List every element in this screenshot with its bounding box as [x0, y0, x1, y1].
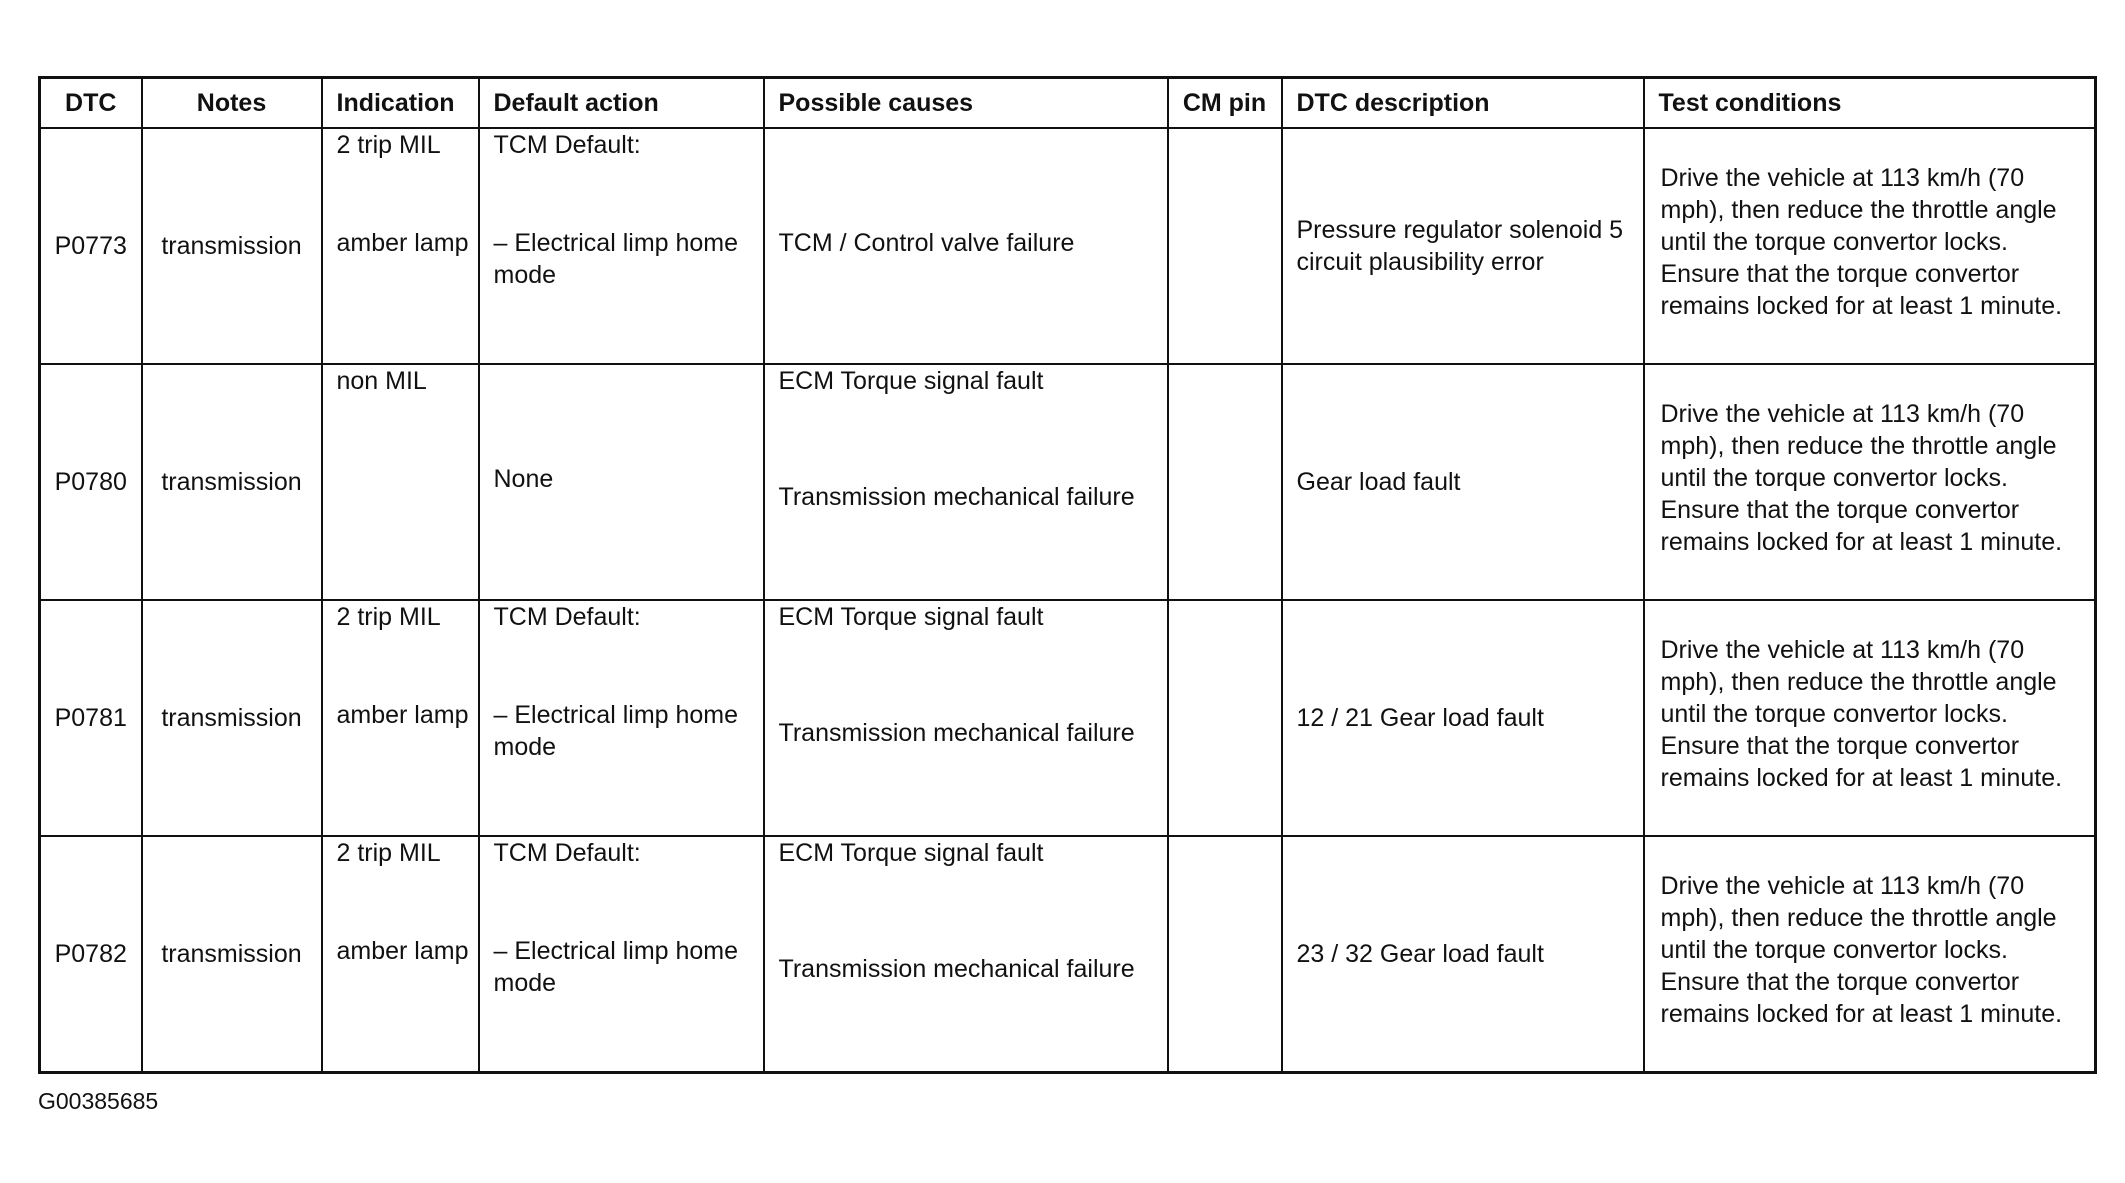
default-action-secondary: – Electrical limp home mode [493, 229, 739, 289]
cell-default-action [479, 600, 764, 836]
cell-dtc [40, 128, 142, 364]
header-indication: Indication [322, 78, 479, 129]
default-action-primary: TCM Default: [493, 839, 641, 867]
cell-possible-causes [764, 600, 1168, 836]
notes-text: transmission [161, 232, 302, 260]
dtc-code: P0780 [54, 468, 127, 496]
cell-notes [142, 836, 322, 1073]
test-conditions-text: Drive the vehicle at 113 km/h (70 mph), then reduce the throttle angle until the torque convertor locks. Ensure that the torque convertor remains locked for at least 1 minute. [1660, 872, 2063, 1028]
notes-text: transmission [161, 940, 302, 968]
header-dtc-description: DTC description [1282, 78, 1644, 129]
notes-text: transmission [161, 704, 302, 732]
cell-cm-pin [1168, 836, 1282, 1073]
cell-possible-causes [764, 128, 1168, 364]
table-row [40, 600, 2096, 836]
cell-indication [322, 128, 479, 364]
cause-secondary: Transmission mechanical failure [778, 955, 1135, 983]
cell-default-action [479, 836, 764, 1073]
cell-cm-pin [1168, 364, 1282, 600]
dtc-code: P0782 [54, 940, 127, 968]
dtc-description-text: 23 / 32 Gear load fault [1296, 940, 1544, 968]
default-action-primary: TCM Default: [493, 603, 641, 631]
cause-primary: ECM Torque signal fault [778, 603, 1044, 631]
cell-dtc-description [1282, 364, 1644, 600]
header-cm-pin: CM pin [1168, 78, 1282, 129]
table-row [40, 836, 2096, 1073]
cell-possible-causes [764, 836, 1168, 1073]
dtc-description-text: Gear load fault [1296, 468, 1461, 496]
default-action-primary: TCM Default: [493, 131, 641, 159]
indication-primary: 2 trip MIL [336, 131, 441, 159]
indication-primary: non MIL [336, 367, 427, 395]
cell-test-conditions [1644, 364, 2096, 600]
dtc-description-text: 12 / 21 Gear load fault [1296, 704, 1544, 732]
table-row [40, 128, 2096, 364]
default-action-secondary: – Electrical limp home mode [493, 701, 739, 761]
cell-test-conditions [1644, 836, 2096, 1073]
dtc-description-text: Pressure regulator solenoid 5 circuit plausibility error [1296, 216, 1624, 276]
cell-default-action [479, 128, 764, 364]
indication-secondary: amber lamp [336, 229, 469, 257]
cell-test-conditions [1644, 600, 2096, 836]
cell-dtc-description [1282, 836, 1644, 1073]
indication-secondary: amber lamp [336, 937, 469, 965]
test-conditions-text: Drive the vehicle at 113 km/h (70 mph), then reduce the throttle angle until the torque convertor locks. Ensure that the torque convertor remains locked for at least 1 minute. [1660, 400, 2063, 556]
figure-id-label: G00385685 [38, 1088, 159, 1114]
default-action-secondary: – Electrical limp home mode [493, 937, 739, 997]
header-default-action: Default action [479, 78, 764, 129]
table-row [40, 364, 2096, 600]
cell-test-conditions [1644, 128, 2096, 364]
cell-dtc [40, 364, 142, 600]
test-conditions-text: Drive the vehicle at 113 km/h (70 mph), then reduce the throttle angle until the torque convertor locks. Ensure that the torque convertor remains locked for at least 1 minute. [1660, 636, 2063, 792]
cell-indication [322, 364, 479, 600]
cell-cm-pin [1168, 600, 1282, 836]
indication-secondary: amber lamp [336, 701, 469, 729]
cell-indication [322, 836, 479, 1073]
cell-notes [142, 600, 322, 836]
notes-text: transmission [161, 468, 302, 496]
indication-primary: 2 trip MIL [336, 839, 441, 867]
cell-dtc [40, 836, 142, 1073]
cell-cm-pin [1168, 128, 1282, 364]
default-action-secondary: None [493, 465, 554, 493]
cell-default-action [479, 364, 764, 600]
cause-primary: ECM Torque signal fault [778, 367, 1044, 395]
header-dtc: DTC [40, 78, 142, 129]
header-possible-causes: Possible causes [764, 78, 1168, 129]
cell-notes [142, 128, 322, 364]
header-test-conditions: Test conditions [1644, 78, 2096, 129]
cell-dtc [40, 600, 142, 836]
dtc-code: P0773 [54, 232, 127, 260]
cell-dtc-description [1282, 128, 1644, 364]
dtc-code: P0781 [54, 704, 127, 732]
cell-dtc-description [1282, 600, 1644, 836]
cell-indication [322, 600, 479, 836]
indication-primary: 2 trip MIL [336, 603, 441, 631]
cause-primary: ECM Torque signal fault [778, 839, 1044, 867]
cause-secondary: Transmission mechanical failure [778, 483, 1135, 511]
cell-possible-causes [764, 364, 1168, 600]
cell-notes [142, 364, 322, 600]
dtc-table [38, 76, 2097, 1074]
cause-secondary: TCM / Control valve failure [778, 229, 1075, 257]
test-conditions-text: Drive the vehicle at 113 km/h (70 mph), then reduce the throttle angle until the torque convertor locks. Ensure that the torque convertor remains locked for at least 1 minute. [1660, 164, 2063, 320]
header-notes: Notes [142, 78, 322, 129]
cause-secondary: Transmission mechanical failure [778, 719, 1135, 747]
table-header-row [40, 78, 2096, 129]
